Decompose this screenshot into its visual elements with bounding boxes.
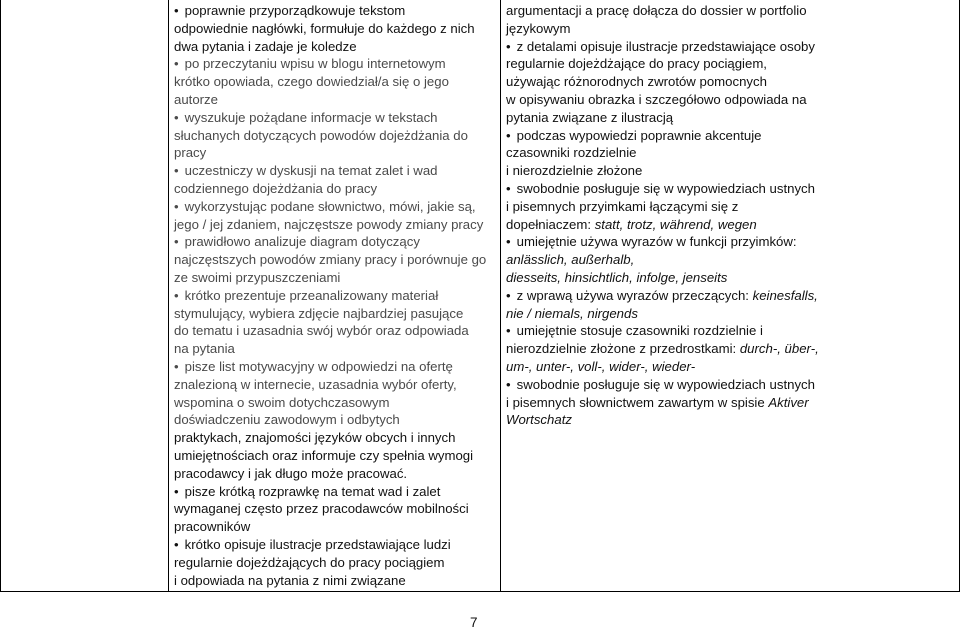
text-line: • po przeczytaniu wpisu w blogu internetowym	[174, 55, 494, 73]
text-line: krótko opowiada, czego dowiedział/a się o jego	[174, 74, 449, 90]
text-segment: z wprawą używa wyrazów przeczących:	[516, 287, 753, 303]
text-segment: z detalami opisuje ilustracje przedstawiające osoby	[516, 38, 815, 54]
text-line	[506, 2, 956, 20]
text-line: słuchanych dotyczących powodów dojeżdżania do	[174, 127, 468, 143]
text-line: doświadczeniu zawodowym i odbytych	[174, 412, 400, 428]
text-segment: podczas wypowiedzi poprawnie akcentuje	[516, 127, 762, 143]
table-divider	[168, 0, 169, 592]
text-line: jego / jej zdaniem, najczęstsze powody zmiany pracy	[174, 216, 484, 232]
text-line	[506, 340, 956, 358]
text-line: • uczestniczy w dyskusji na temat zalet i wad	[174, 162, 494, 180]
text-line: • prawidłowo analizuje diagram dotyczący	[174, 233, 494, 251]
text-line	[506, 322, 956, 340]
text-line: odpowiednie nagłówki, formułuje do każdego z nich	[174, 20, 475, 36]
text-line: pracy	[174, 145, 207, 161]
text-segment: nie / niemals, nirgends	[506, 305, 638, 321]
text-segment: i pisemnych przyimkami łączącymi się z	[506, 198, 739, 214]
text-segment: czasowniki rozdzielnie	[506, 145, 637, 161]
text-line: • wyszukuje pożądane informacje w tekstach	[174, 109, 494, 127]
text-segment: swobodnie posługuje się w wypowiedziach ustnych	[516, 180, 815, 196]
text-line	[506, 358, 956, 376]
text-line	[506, 20, 956, 38]
text-line: znalezioną w internecie, uzasadnia wybór oferty,	[174, 376, 457, 392]
text-line: autorze	[174, 91, 218, 107]
text-line	[506, 411, 956, 429]
text-line	[506, 251, 956, 269]
text-line	[506, 198, 956, 216]
text-line: najczęstszych powodów zmiany pracy i porównuje go	[174, 252, 487, 268]
text-line	[506, 127, 956, 145]
text-line: ze swoimi przypuszczeniami	[174, 269, 341, 285]
text-line	[506, 233, 956, 251]
right-column	[506, 2, 956, 429]
text-line	[506, 376, 956, 394]
text-line: pracodawcy i jak długo może pracować.	[174, 465, 408, 481]
text-line	[506, 180, 956, 198]
middle-column	[174, 2, 494, 589]
text-line: • wykorzystując podane słownictwo, mówi, jakie są,	[174, 198, 494, 216]
text-line: wspomina o swoim dotychczasowym	[174, 394, 390, 410]
text-segment: umiejętnie używa wyrazów w funkcji przyimków:	[516, 234, 797, 250]
text-segment: anlässlich, außerhalb,	[506, 252, 635, 268]
table-border-left	[0, 0, 1, 592]
text-segment: umiejętnie stosuje czasowniki rozdzielnie i	[516, 323, 763, 339]
text-line: dwa pytania i zadaje je koledze	[174, 38, 357, 54]
text-line	[506, 162, 956, 180]
text-line	[506, 55, 956, 73]
text-line	[506, 394, 956, 412]
text-line: praktykach, znajomości języków obcych i innych	[174, 430, 456, 446]
text-line: • krótko prezentuje przeanalizowany materiał	[174, 287, 494, 305]
text-line: stymulujący, wybiera zdjęcie najbardziej pasujące	[174, 305, 464, 321]
text-line: do tematu i uzasadnia swój wybór oraz odpowiada	[174, 323, 469, 339]
text-segment: językowym	[506, 20, 571, 36]
text-segment: regularnie dojeżdżające do pracy pociągiem,	[506, 56, 767, 72]
text-line	[506, 144, 956, 162]
text-line	[506, 38, 956, 56]
text-segment: argumentacji a pracę dołącza do dossier w portfolio	[506, 3, 807, 18]
text-line: pracowników	[174, 519, 251, 535]
table-border-bottom	[0, 591, 960, 592]
text-line: codziennego dojeżdżania do pracy	[174, 180, 378, 196]
text-line: umiejętnościach oraz informuje czy spełnia wymogi	[174, 447, 474, 463]
text-segment: pytania związane z ilustracją	[506, 109, 674, 125]
text-segment: dopełniaczem:	[506, 216, 595, 232]
text-line	[506, 305, 956, 323]
text-segment: i pisemnych słownictwem zawartym w spisie	[506, 394, 769, 410]
text-line	[506, 91, 956, 109]
table-divider	[500, 0, 501, 592]
text-segment: swobodnie posługuje się w wypowiedziach ustnych	[516, 376, 815, 392]
text-segment: Aktiver	[768, 394, 809, 410]
text-segment: statt, trotz, während, wegen	[594, 216, 757, 232]
text-line	[506, 287, 956, 305]
page-number: 7	[470, 615, 478, 630]
text-line: wymaganej często przez pracodawców mobilności	[174, 501, 469, 517]
text-line: • poprawnie przyporządkowuje tekstom	[174, 2, 494, 20]
text-line: na pytania	[174, 341, 235, 357]
text-segment: keinesfalls,	[752, 287, 818, 303]
text-line: regularnie dojeżdżających do pracy pociągiem	[174, 554, 445, 570]
text-line	[506, 216, 956, 234]
text-segment: w opisywaniu obrazka i szczegółowo odpowiada na	[506, 91, 807, 107]
text-line: • pisze list motywacyjny w odpowiedzi na ofertę	[174, 358, 494, 376]
text-segment: durch-, über-,	[739, 341, 819, 357]
text-line	[506, 269, 956, 287]
text-segment: używając różnorodnych zwrotów pomocnych	[506, 74, 767, 90]
text-segment: i nierozdzielnie złożone	[506, 163, 643, 179]
text-segment: nierozdzielnie złożone z przedrostkami:	[506, 341, 740, 357]
text-segment: Wortschatz	[506, 412, 572, 428]
text-line	[506, 109, 956, 127]
text-line	[506, 73, 956, 91]
text-segment: diesseits, hinsichtlich, infolge, jenseits	[506, 269, 728, 285]
text-line: • pisze krótką rozprawkę na temat wad i zalet	[174, 483, 494, 501]
text-segment: um-, unter-, voll-, wider-, wieder-	[506, 358, 696, 374]
text-line: i odpowiada na pytania z nimi związane	[174, 572, 406, 588]
text-line: • krótko opisuje ilustracje przedstawiające ludzi	[174, 536, 494, 554]
